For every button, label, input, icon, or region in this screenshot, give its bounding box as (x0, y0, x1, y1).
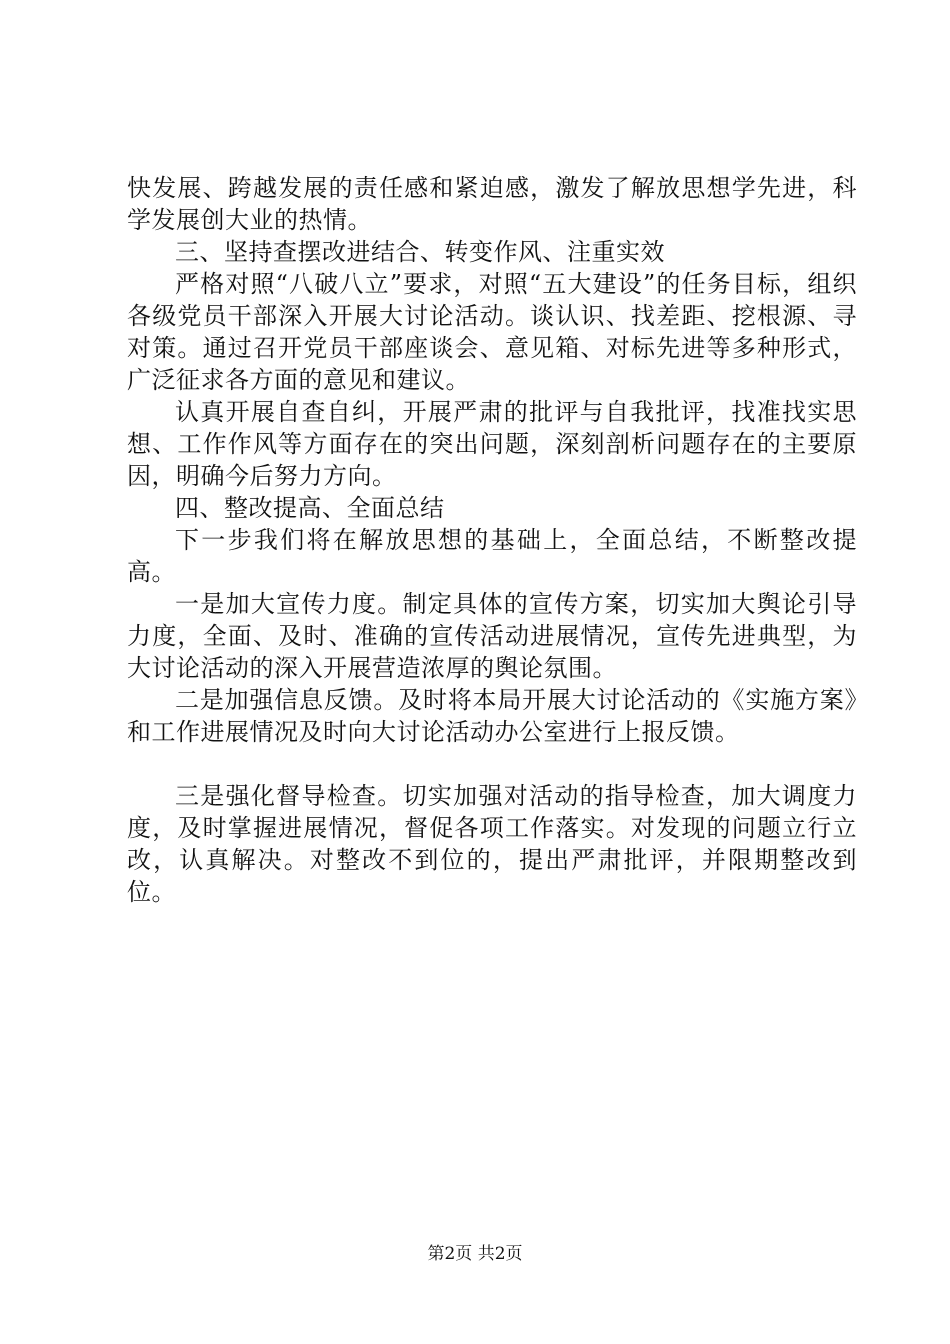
paragraph-next-step: 下一步我们将在解放思想的基础上，全面总结，不断整改提高。 (127, 526, 857, 586)
page-footer: 第2页 共2页 (427, 1244, 523, 1264)
paragraph-feedback: 二是加强信息反馈。及时将本局开展大讨论活动的《实施方案》和工作进展情况及时向大讨论活动办公室进行上报反馈。 (127, 686, 857, 746)
section-heading-four: 四、整改提高、全面总结 (175, 494, 445, 522)
paragraph-comparison: 严格对照“八破八立”要求，对照“五大建设”的任务目标，组织各级党员干部深入开展大讨论活动。谈认识、找差距、挖根源、寻对策。通过召开党员干部座谈会、意见箱、对标先进等多种形式，广泛征求各方面的意见和建议。 (127, 270, 857, 394)
paragraph-publicity: 一是加大宣传力度。制定具体的宣传方案，切实加大舆论引导力度，全面、及时、准确的宣传活动进展情况，宣传先进典型，为大讨论活动的深入开展营造浓厚的舆论氛围。 (127, 590, 857, 682)
paragraph-continuation: 快发展、跨越发展的责任感和紧迫感，激发了解放思想学先进，科学发展创大业的热情。 (127, 174, 857, 234)
section-heading-three: 三、坚持查摆改进结合、转变作风、注重实效 (175, 238, 665, 266)
document-body (127, 172, 857, 908)
paragraph-self-check: 认真开展自查自纠，开展严肃的批评与自我批评，找准找实思想、工作作风等方面存在的突出问题，深刻剖析问题存在的主要原因，明确今后努力方向。 (127, 398, 857, 490)
paragraph-supervision: 三是强化督导检查。切实加强对活动的指导检查，加大调度力度，及时掌握进展情况，督促各项工作落实。对发现的问题立行立改，认真解决。对整改不到位的，提出严肃批评，并限期整改到位。 (127, 782, 857, 906)
